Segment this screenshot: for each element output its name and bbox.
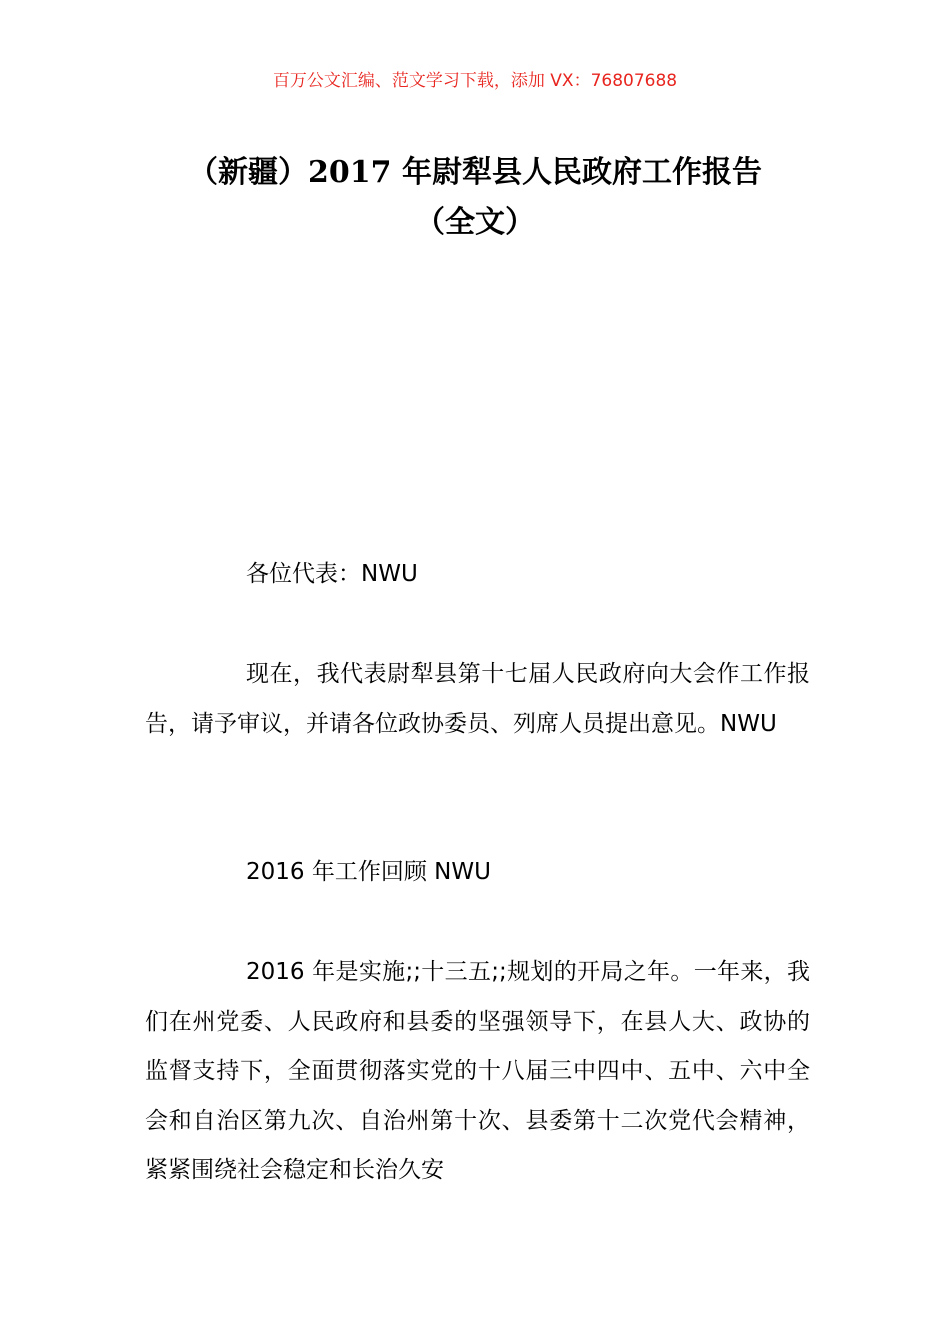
review-section-heading: 2016 年工作回顾 NWU [246, 859, 491, 885]
document-title-line-2: （全文） [415, 205, 535, 240]
greeting-paragraph: 各位代表：NWU [246, 561, 418, 587]
document-title [140, 148, 810, 248]
document-title-line-1: （新疆）2017 年尉犁县人民政府工作报告 [188, 155, 762, 190]
review-body-paragraph: 2016 年是实施;;十三五;;规划的开局之年。一年来，我们在州党委、人民政府和县委的坚强领导下，在县人大、政协的监督支持下，全面贯彻落实党的十八届三中四中、五中、六中全会和自治区第九次、自治州第十次、县委第十二次党代会精神，紧紧围绕社会稳定和长治久安 [145, 959, 810, 1183]
intro-paragraph: 现在，我代表尉犁县第十七届人民政府向大会作工作报告，请予审议，并请各位政协委员、列席人员提出意见。NWU [145, 661, 810, 737]
watermark-header: 百万公文汇编、范文学习下载，添加 VX：76807688 [272, 71, 678, 91]
